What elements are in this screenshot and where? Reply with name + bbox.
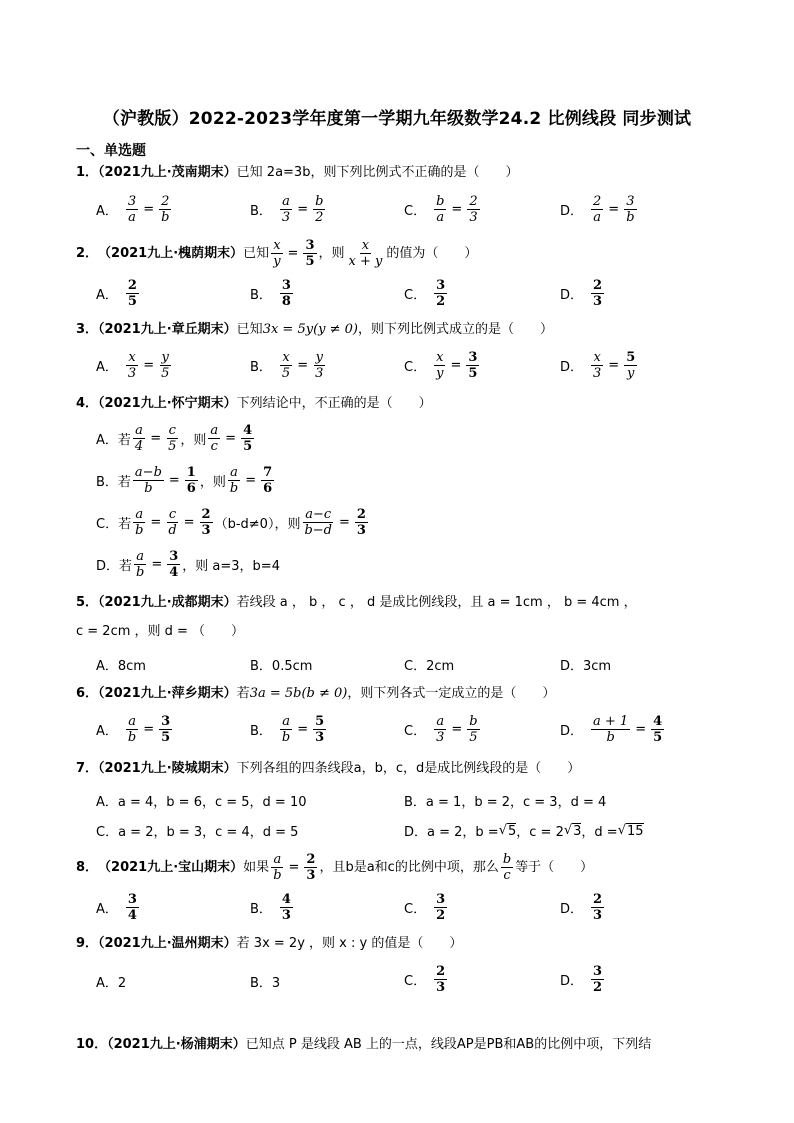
q8-option-a[interactable]: A． $\frac{3}{4}$ [96, 892, 137, 923]
q7-option-c[interactable]: C．a = 2，b = 3，c = 4，d = 5 [96, 825, 299, 840]
q4-option-b[interactable]: B．若 $\frac{a-b}{b}$ = $\frac{1}{6}$ ，则 $\frac{a}{b}$ = $\frac{7}{6}$ [96, 465, 273, 496]
question-4: 4．（2021九上·怀宁期末）下列结论中，不正确的是（ ） [76, 396, 432, 411]
q2-option-a[interactable]: A． $\frac{2}{5}$ [96, 278, 137, 309]
q7-option-d[interactable]: D．a = 2，b = √ 5 ，c = 2 √ 3 ，d = √ 15 [404, 823, 644, 840]
q7-option-b[interactable]: B．a = 1，b = 2，c = 3，d = 4 [404, 795, 607, 810]
q8-option-c[interactable]: C． $\frac{3}{2}$ [404, 892, 446, 923]
question-10: 10．（2021九上·杨浦期末）已知点 P 是线段 AB 上的一点，线段AP是PB和AB的比例中项，下列结 [76, 1037, 652, 1052]
q6-option-b[interactable]: B． $\frac{a}{b}$ = $\frac{5}{3}$ [250, 714, 325, 745]
question-3: 3．（2021九上·章丘期末）已知3x = 5y(y ≠ 0)，则下列比例式成立的是（ ） [76, 322, 553, 337]
q2-option-c[interactable]: C． $\frac{3}{2}$ [404, 278, 446, 309]
q1-option-b[interactable]: B． $\frac{a}{3}$ = $\frac{b}{2}$ [250, 194, 324, 225]
q2-option-d[interactable]: D． $\frac{2}{3}$ [560, 278, 603, 309]
q4-option-a[interactable]: A．若 $\frac{a}{4}$ = $\frac{c}{5}$ ，则 $\frac{a}{c}$ = $\frac{4}{5}$ [96, 423, 253, 454]
q3-option-a[interactable]: A． $\frac{x}{3}$ = $\frac{y}{5}$ [96, 350, 170, 381]
q5-option-a[interactable]: A．8cm [96, 659, 146, 674]
q9-option-c[interactable]: C． $\frac{2}{3}$ [404, 964, 446, 995]
question-5: 5．（2021九上·成都期末）若线段 a ， b ， c ， d 是成比例线段，且 a = 1cm ， b = 4cm ， [76, 595, 637, 610]
q1-option-d[interactable]: D． $\frac{2}{a}$ = $\frac{3}{b}$ [560, 194, 635, 225]
q3-option-d[interactable]: D． $\frac{x}{3}$ = $\frac{5}{y}$ [560, 350, 636, 381]
question-9: 9．（2021九上·温州期末）若 3x = 2y ，则 x : y 的值是（ ） [76, 936, 463, 951]
q9-option-b[interactable]: B．3 [250, 976, 281, 991]
q3-option-b[interactable]: B． $\frac{x}{5}$ = $\frac{y}{3}$ [250, 350, 324, 381]
q8-option-b[interactable]: B． $\frac{4}{3}$ [250, 892, 291, 923]
q5-option-d[interactable]: D．3cm [560, 659, 612, 674]
q6-option-d[interactable]: D． $\frac{a + 1}{b}$ = $\frac{4}{5}$ [560, 714, 663, 745]
question-7: 7．（2021九上·陵城期末）下列各组的四条线段a，b，c，d是成比例线段的是（ ） [76, 761, 581, 776]
q3-option-c[interactable]: C． $\frac{x}{y}$ = $\frac{3}{5}$ [404, 350, 478, 381]
page-title: （沪教版）2022-2023学年度第一学期九年级数学24.2 比例线段 同步测试 [102, 109, 692, 129]
question-6: 6．（2021九上·萍乡期末）若3a = 5b(b ≠ 0)，则下列各式一定成立的是（ ） [76, 686, 556, 701]
q2-option-b[interactable]: B． $\frac{3}{8}$ [250, 278, 291, 309]
question-2: 2． （2021九上·槐荫期末） 已知 $\frac{x}{y}$ = $\frac{3}{5}$ ，则 $\frac{x}{x + y}$ 的值为（ ） [76, 238, 478, 269]
q6-option-c[interactable]: C． $\frac{a}{3}$ = $\frac{b}{5}$ [404, 714, 478, 745]
question-5-continued: c = 2cm ，则 d = （ ） [76, 624, 245, 639]
q6-option-a[interactable]: A． $\frac{a}{b}$ = $\frac{3}{5}$ [96, 714, 171, 745]
q1-option-c[interactable]: C． $\frac{b}{a}$ = $\frac{2}{3}$ [404, 194, 478, 225]
question-8: 8． （2021九上·宝山期末） 如果 $\frac{a}{b}$ = $\frac{2}{3}$ ，且b是a和c的比例中项，那么 $\frac{b}{c}$ 等于（ ） [76, 852, 594, 883]
q5-option-c[interactable]: C．2cm [404, 659, 455, 674]
q4-option-c[interactable]: C．若 $\frac{a}{b}$ = $\frac{c}{d}$ = $\frac{2}{3}$ （b-d≠0），则 $\frac{a-c}{b-d}$ = $\frac{2}{3}$ [96, 507, 366, 538]
q8-option-d[interactable]: D． $\frac{2}{3}$ [560, 892, 603, 923]
q5-option-b[interactable]: B．0.5cm [250, 659, 313, 674]
q9-option-d[interactable]: D． $\frac{3}{2}$ [560, 964, 603, 995]
q7-option-a[interactable]: A．a = 4，b = 6，c = 5，d = 10 [96, 795, 307, 810]
q9-option-a[interactable]: A．2 [96, 976, 127, 991]
section-heading: 一、单选题 [76, 143, 146, 159]
q1-option-a[interactable]: A． $\frac{3}{a}$ = $\frac{2}{b}$ [96, 194, 170, 225]
question-1: 1．（2021九上·茂南期末）已知 2a=3b，则下列比例式不正确的是（ ） [76, 165, 519, 180]
q4-option-d[interactable]: D．若 $\frac{a}{b}$ = $\frac{3}{4}$ ，则 a=3，b=4 [96, 549, 280, 580]
